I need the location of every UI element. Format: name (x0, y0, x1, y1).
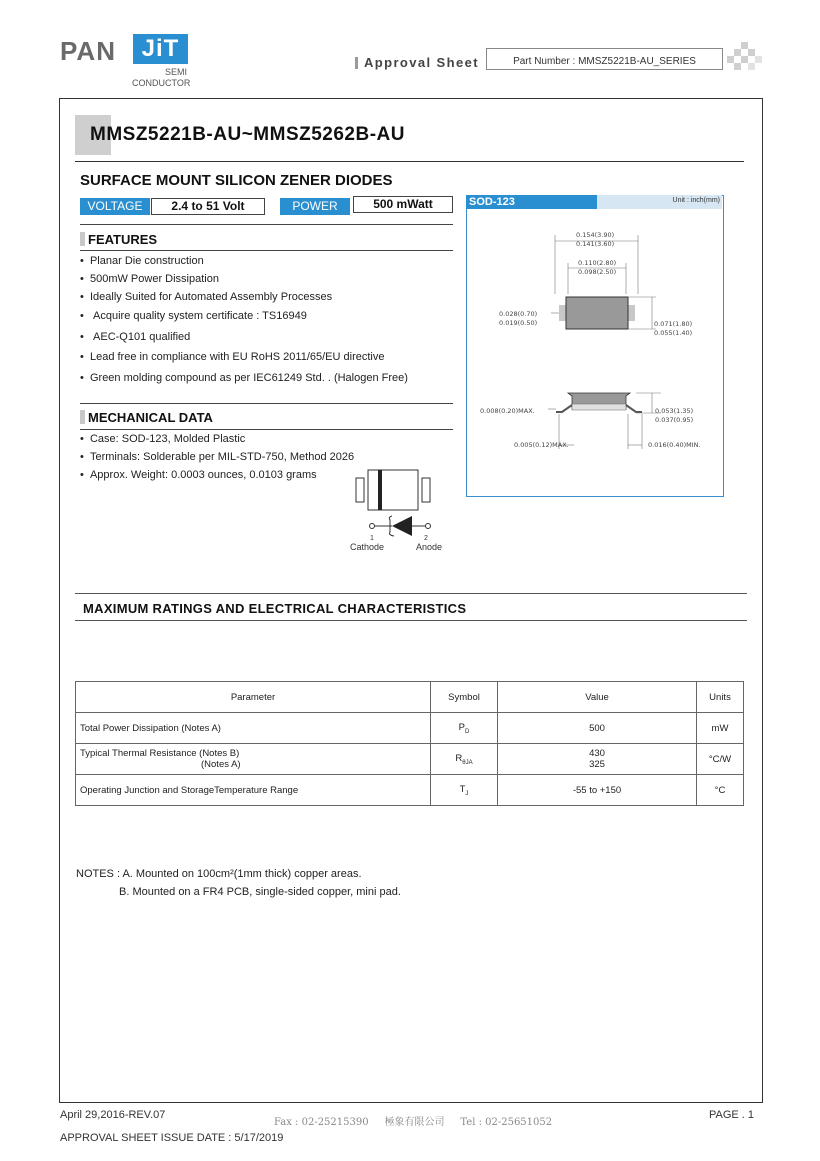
package-name: SOD-123 (466, 195, 597, 209)
feature-item: • AEC-Q101 qualified (80, 331, 191, 343)
cell-symbol: $P_D$ (431, 713, 498, 744)
dim-c2: 0.019(0.50) (499, 319, 538, 327)
cell-value: -55 to +150 (498, 775, 697, 806)
mechanical-item: • Case: SOD-123, Molded Plastic (80, 433, 246, 445)
dim-d1: 0.071(1.80) (654, 320, 693, 328)
features-heading: FEATURES (88, 232, 158, 247)
diode-cathode-band (378, 470, 382, 510)
note-b: B. Mounted on a FR4 PCB, single-sided copper, mini pad. (119, 886, 401, 898)
table-row (76, 713, 744, 744)
voltage-value: 2.4 to 51 Volt (151, 198, 265, 215)
header-units: Units (697, 682, 744, 713)
feature-item: • Planar Die construction (80, 255, 204, 267)
diode-symbol-drawing (350, 464, 450, 559)
cathode-label: Cathode (350, 542, 385, 552)
power-value: 500 mWatt (353, 196, 453, 213)
logo-jit-badge: JiT (133, 34, 188, 64)
feature-item: • Ideally Suited for Automated Assembly Processes (80, 291, 333, 303)
logo-pan-text: PAN (60, 36, 116, 66)
feature-item: • Acquire quality system certificate : TS16949 (80, 310, 307, 322)
pad-right (628, 305, 635, 321)
logo-conductor-text: CONDUCTOR (132, 78, 191, 88)
footer-page: PAGE . 1 (709, 1109, 755, 1121)
product-subtitle: SURFACE MOUNT SILICON ZENER DIODES (80, 172, 393, 189)
cell-value: 430 325 (498, 744, 697, 775)
header-symbol: Symbol (431, 682, 498, 713)
pin2-label: 2 (424, 535, 428, 542)
cell-param: Typical Thermal Resistance (Notes B) (Notes A) (76, 744, 431, 775)
package-unit: Unit : inch(mm) (672, 197, 720, 204)
footer-date-rev: April 29,2016-REV.07 (60, 1109, 166, 1121)
features-bottom-line (80, 250, 453, 251)
cell-unit: mW (697, 713, 744, 744)
ratings-top-line (75, 593, 747, 594)
features-top-line (80, 224, 453, 225)
title-divider (75, 161, 744, 162)
mechanical-top-line (80, 403, 453, 404)
dim-b1: 0.110(2.80) (578, 259, 617, 267)
header-value: Value (498, 682, 697, 713)
feature-item: • 500mW Power Dissipation (80, 273, 219, 285)
page-title: MMSZ5221B-AU~MMSZ5262B-AU (90, 124, 405, 145)
mechanical-item: • Approx. Weight: 0.0003 ounces, 0.0103 grams (80, 469, 317, 481)
table-row (76, 744, 744, 775)
cell-unit: °C (697, 775, 744, 806)
anode-label: Anode (416, 542, 443, 552)
lead-left-side (556, 405, 572, 412)
diode-body (368, 470, 418, 510)
ratings-table (75, 681, 744, 806)
pad-left (559, 305, 566, 321)
diode-lead-left (356, 478, 364, 502)
table-header-row (76, 682, 744, 713)
part-number-box (486, 48, 723, 70)
feature-item: • Green molding compound as per IEC61249 Std. . (Halogen Free) (80, 372, 408, 384)
diode-lead-right (422, 478, 430, 502)
mechanical-item: • Terminals: Solderable per MIL-STD-750, Method 2026 (80, 451, 355, 463)
voltage-label: VOLTAGE (80, 198, 150, 215)
table-row (76, 775, 744, 806)
package-top-body (566, 297, 628, 329)
dim-c1: 0.028(0.70) (499, 310, 538, 318)
features-marker (80, 232, 85, 246)
part-number-text: Part Number : MMSZ5221B-AU_SERIES (513, 56, 696, 67)
approval-sheet-label: Approval Sheet (364, 55, 479, 70)
header-parameter: Parameter (76, 682, 431, 713)
ratings-bottom-line (75, 620, 747, 621)
ratings-heading: MAXIMUM RATINGS AND ELECTRICAL CHARACTERISTICS (83, 601, 467, 616)
cell-param: Operating Junction and StorageTemperature Range (76, 775, 431, 806)
approval-marker (355, 57, 358, 69)
dim-f1: 0.053(1.35) (655, 407, 694, 415)
mechanical-bottom-line (80, 429, 453, 430)
footer-contact: Fax : 02-25215390 極象有限公司 Tel : 02-25651052 (274, 1117, 553, 1128)
pin1-label: 1 (370, 535, 374, 542)
footer-issue-date: APPROVAL SHEET ISSUE DATE : 5/17/2019 (60, 1132, 284, 1144)
dim-a2: 0.141(3.60) (576, 240, 615, 248)
dim-a1: 0.154(3.90) (576, 231, 615, 239)
dim-e1: 0.008(0.20)MAX. (480, 407, 535, 415)
power-label: POWER (280, 198, 350, 215)
note-a: NOTES : A. Mounted on 100cm²(1mm thick) copper areas. (76, 868, 362, 880)
mechanical-marker (80, 410, 85, 424)
mechanical-heading: MECHANICAL DATA (88, 410, 213, 425)
cell-param: Total Power Dissipation (Notes A) (76, 713, 431, 744)
lead-right-side (626, 405, 642, 412)
dim-h1: 0.016(0.40)MIN. (648, 441, 701, 449)
cell-value: 500 (498, 713, 697, 744)
cell-unit: °C/W (697, 744, 744, 775)
dim-f2: 0.037(0.95) (655, 416, 694, 424)
cell-symbol: $T_J$ (431, 775, 498, 806)
dim-g1: 0.005(0.12)MAX. (514, 441, 569, 449)
dim-d2: 0.055(1.40) (654, 329, 693, 337)
diode-triangle (392, 516, 412, 536)
dim-b2: 0.098(2.50) (578, 268, 617, 276)
logo-semi-text: SEMI (165, 67, 188, 77)
feature-item: • Lead free in compliance with EU RoHS 2011/65/EU directive (80, 351, 385, 363)
package-dimension-drawing (466, 209, 722, 495)
cell-symbol: $R_{\theta JA}$ (431, 744, 498, 775)
